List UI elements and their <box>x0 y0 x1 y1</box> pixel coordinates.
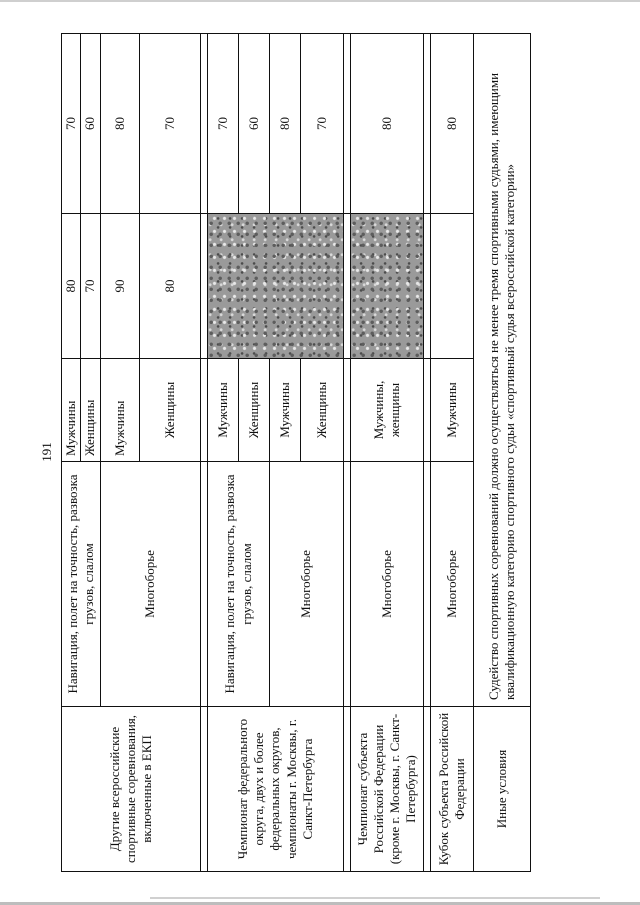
page-number: 191 <box>39 442 54 462</box>
value-cell: 80 <box>351 34 424 214</box>
sex-cell: Женщины <box>239 359 270 462</box>
sex-cell: Женщины <box>301 359 344 462</box>
discipline-cell: Навигация, полет на точность, развозка грузов, слалом <box>208 462 270 707</box>
value-cell: 70 <box>62 34 81 214</box>
discipline-cell: Многоборье <box>100 462 201 707</box>
table-gap <box>424 34 431 872</box>
competition-cell: Другие всероссийские спортивные соревнования, включенные в ЕКП <box>62 707 201 872</box>
sex-cell: Мужчины <box>62 359 81 462</box>
sex-cell: Мужчины, женщины <box>351 359 424 462</box>
value-cell: 70 <box>81 214 100 359</box>
value-cell: 80 <box>431 34 474 214</box>
value-cell: 80 <box>100 34 140 214</box>
value-cell: 70 <box>301 34 344 214</box>
table-row <box>431 34 474 872</box>
table-row <box>208 34 239 872</box>
table-gap <box>344 34 351 872</box>
discipline-cell: Многоборье <box>351 462 424 707</box>
competition-cell: Чемпионат субъекта Российской Федерации (кроме г. Москвы, г. Санкт-Петербурга) <box>351 707 424 872</box>
value-cell: 60 <box>239 34 270 214</box>
rotated-page <box>39 34 517 872</box>
scan-line <box>150 897 600 899</box>
shaded-cell <box>351 214 424 359</box>
sex-cell: Женщины <box>81 359 100 462</box>
value-cell: 60 <box>81 34 100 214</box>
discipline-cell: Многоборье <box>270 462 344 707</box>
sex-cell: Мужчины <box>208 359 239 462</box>
discipline-cell: Навигация, полет на точность, развозка грузов, слалом <box>62 462 101 707</box>
competition-cell: Кубок субъекта Российской Федерации <box>431 707 474 872</box>
value-cell: 80 <box>140 214 201 359</box>
discipline-cell: Многоборье <box>431 462 474 707</box>
other-conditions-text: Судейство спортивных соревнований должно осуществляться не менее тремя спортивными судьями, имеющими квалификационную категорию спортивного судьи «спортивный судья всероссийской категории» <box>474 34 531 707</box>
sex-cell: Женщины <box>140 359 201 462</box>
table-row <box>351 34 424 872</box>
sex-cell: Мужчины <box>100 359 140 462</box>
requirements-table <box>61 33 531 872</box>
shaded-cell <box>208 214 344 359</box>
sex-cell: Мужчины <box>431 359 474 462</box>
empty-cell <box>431 214 474 359</box>
scan-edge-top <box>0 0 640 2</box>
value-cell: 80 <box>270 34 301 214</box>
table-row <box>474 34 531 872</box>
value-cell: 90 <box>100 214 140 359</box>
competition-cell: Чемпионат федерального округа, двух и более федеральных округов, чемпионаты г. Москвы, г. Санкт-Петербурга <box>208 707 344 872</box>
other-conditions-label: Иные условия <box>474 707 531 872</box>
sex-cell: Мужчины <box>270 359 301 462</box>
table-gap <box>201 34 208 872</box>
value-cell: 80 <box>62 214 81 359</box>
table-row <box>62 34 81 872</box>
value-cell: 70 <box>140 34 201 214</box>
value-cell: 70 <box>208 34 239 214</box>
